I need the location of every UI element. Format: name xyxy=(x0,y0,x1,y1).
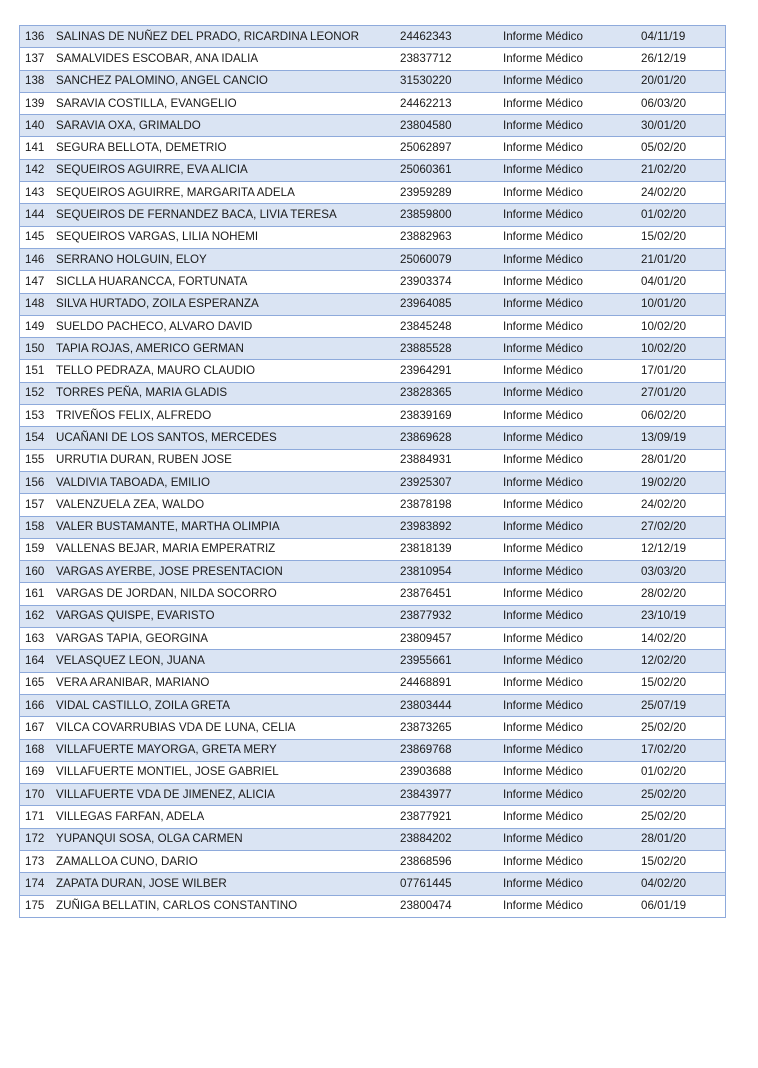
patient-name: SAMALVIDES ESCOBAR, ANA IDALIA xyxy=(56,48,400,70)
document-number: 23845248 xyxy=(400,315,503,337)
row-number: 169 xyxy=(20,761,57,783)
patient-name: TRIVEÑOS FELIX, ALFREDO xyxy=(56,405,400,427)
report-date: 01/02/20 xyxy=(641,761,726,783)
report-type: Informe Médico xyxy=(503,92,641,114)
report-type: Informe Médico xyxy=(503,471,641,493)
document-number: 23903374 xyxy=(400,271,503,293)
patient-name: VILLAFUERTE VDA DE JIMENEZ, ALICIA xyxy=(56,784,400,806)
patient-name: SUELDO PACHECO, ALVARO DAVID xyxy=(56,315,400,337)
document-number: 23868596 xyxy=(400,850,503,872)
table-row xyxy=(20,427,726,449)
table-row xyxy=(20,694,726,716)
document-number: 23818139 xyxy=(400,538,503,560)
report-type: Informe Médico xyxy=(503,226,641,248)
report-date: 04/01/20 xyxy=(641,271,726,293)
document-number: 23903688 xyxy=(400,761,503,783)
patient-name: VARGAS DE JORDAN, NILDA SOCORRO xyxy=(56,583,400,605)
row-number: 144 xyxy=(20,204,57,226)
report-type: Informe Médico xyxy=(503,248,641,270)
row-number: 160 xyxy=(20,561,57,583)
table-row xyxy=(20,895,726,917)
document-number: 23882963 xyxy=(400,226,503,248)
report-date: 21/01/20 xyxy=(641,248,726,270)
report-type: Informe Médico xyxy=(503,850,641,872)
patient-name: SILVA HURTADO, ZOILA ESPERANZA xyxy=(56,293,400,315)
row-number: 167 xyxy=(20,717,57,739)
report-type: Informe Médico xyxy=(503,650,641,672)
table-row xyxy=(20,538,726,560)
report-type: Informe Médico xyxy=(503,694,641,716)
patient-name: VARGAS QUISPE, EVARISTO xyxy=(56,605,400,627)
patient-name: VARGAS AYERBE, JOSE PRESENTACION xyxy=(56,561,400,583)
report-date: 28/01/20 xyxy=(641,449,726,471)
patient-name: SERRANO HOLGUIN, ELOY xyxy=(56,248,400,270)
document-number: 23964085 xyxy=(400,293,503,315)
row-number: 146 xyxy=(20,248,57,270)
document-number: 23955661 xyxy=(400,650,503,672)
report-type: Informe Médico xyxy=(503,427,641,449)
report-date: 15/02/20 xyxy=(641,672,726,694)
report-type: Informe Médico xyxy=(503,628,641,650)
patient-name: SEQUEIROS VARGAS, LILIA NOHEMI xyxy=(56,226,400,248)
table-row xyxy=(20,271,726,293)
row-number: 162 xyxy=(20,605,57,627)
patient-name: TAPIA ROJAS, AMERICO GERMAN xyxy=(56,338,400,360)
patient-name: SALINAS DE NUÑEZ DEL PRADO, RICARDINA LEONOR xyxy=(56,26,400,48)
report-date: 25/02/20 xyxy=(641,717,726,739)
table-row xyxy=(20,315,726,337)
row-number: 143 xyxy=(20,182,57,204)
table-row xyxy=(20,628,726,650)
row-number: 136 xyxy=(20,26,57,48)
patient-name: SEQUEIROS AGUIRRE, MARGARITA ADELA xyxy=(56,182,400,204)
document-number: 23859800 xyxy=(400,204,503,226)
document-number: 23800474 xyxy=(400,895,503,917)
report-date: 10/02/20 xyxy=(641,338,726,360)
patient-name: SEQUEIROS DE FERNANDEZ BACA, LIVIA TERESA xyxy=(56,204,400,226)
document-number: 24462213 xyxy=(400,92,503,114)
records-table-body xyxy=(20,26,726,918)
report-type: Informe Médico xyxy=(503,449,641,471)
row-number: 150 xyxy=(20,338,57,360)
row-number: 170 xyxy=(20,784,57,806)
report-type: Informe Médico xyxy=(503,159,641,181)
row-number: 145 xyxy=(20,226,57,248)
patient-name: VIDAL CASTILLO, ZOILA GRETA xyxy=(56,694,400,716)
report-date: 28/01/20 xyxy=(641,828,726,850)
report-date: 12/12/19 xyxy=(641,538,726,560)
report-date: 25/02/20 xyxy=(641,784,726,806)
report-type: Informe Médico xyxy=(503,739,641,761)
row-number: 153 xyxy=(20,405,57,427)
document-number: 31530220 xyxy=(400,70,503,92)
row-number: 174 xyxy=(20,873,57,895)
row-number: 138 xyxy=(20,70,57,92)
table-row xyxy=(20,717,726,739)
table-row xyxy=(20,248,726,270)
table-row xyxy=(20,382,726,404)
document-number: 23884931 xyxy=(400,449,503,471)
row-number: 166 xyxy=(20,694,57,716)
table-row xyxy=(20,449,726,471)
patient-name: VILCA COVARRUBIAS VDA DE LUNA, CELIA xyxy=(56,717,400,739)
report-type: Informe Médico xyxy=(503,315,641,337)
table-row xyxy=(20,494,726,516)
table-row xyxy=(20,92,726,114)
table-row xyxy=(20,583,726,605)
report-type: Informe Médico xyxy=(503,895,641,917)
document-number: 23809457 xyxy=(400,628,503,650)
patient-name: YUPANQUI SOSA, OLGA CARMEN xyxy=(56,828,400,850)
report-date: 26/12/19 xyxy=(641,48,726,70)
document-number: 25060079 xyxy=(400,248,503,270)
report-type: Informe Médico xyxy=(503,26,641,48)
report-date: 06/02/20 xyxy=(641,405,726,427)
table-row xyxy=(20,115,726,137)
report-date: 15/02/20 xyxy=(641,850,726,872)
report-date: 12/02/20 xyxy=(641,650,726,672)
patient-name: URRUTIA DURAN, RUBEN JOSE xyxy=(56,449,400,471)
row-number: 139 xyxy=(20,92,57,114)
report-type: Informe Médico xyxy=(503,761,641,783)
document-number: 23804580 xyxy=(400,115,503,137)
table-row xyxy=(20,739,726,761)
row-number: 137 xyxy=(20,48,57,70)
patient-name: SARAVIA COSTILLA, EVANGELIO xyxy=(56,92,400,114)
table-row xyxy=(20,360,726,382)
report-type: Informe Médico xyxy=(503,182,641,204)
table-row xyxy=(20,293,726,315)
report-type: Informe Médico xyxy=(503,806,641,828)
row-number: 151 xyxy=(20,360,57,382)
report-type: Informe Médico xyxy=(503,405,641,427)
report-date: 23/10/19 xyxy=(641,605,726,627)
report-date: 25/02/20 xyxy=(641,806,726,828)
patient-name: TORRES PEÑA, MARIA GLADIS xyxy=(56,382,400,404)
row-number: 156 xyxy=(20,471,57,493)
document-number: 23837712 xyxy=(400,48,503,70)
row-number: 158 xyxy=(20,516,57,538)
report-date: 28/02/20 xyxy=(641,583,726,605)
report-date: 01/02/20 xyxy=(641,204,726,226)
table-row xyxy=(20,338,726,360)
table-row xyxy=(20,761,726,783)
patient-name: SEGURA BELLOTA, DEMETRIO xyxy=(56,137,400,159)
report-date: 06/01/19 xyxy=(641,895,726,917)
document-number: 25060361 xyxy=(400,159,503,181)
patient-name: VERA ARANIBAR, MARIANO xyxy=(56,672,400,694)
report-type: Informe Médico xyxy=(503,538,641,560)
report-type: Informe Médico xyxy=(503,583,641,605)
row-number: 175 xyxy=(20,895,57,917)
row-number: 154 xyxy=(20,427,57,449)
document-number: 24468891 xyxy=(400,672,503,694)
document-number: 24462343 xyxy=(400,26,503,48)
table-row xyxy=(20,650,726,672)
row-number: 142 xyxy=(20,159,57,181)
report-date: 25/07/19 xyxy=(641,694,726,716)
patient-name: VELASQUEZ LEON, JUANA xyxy=(56,650,400,672)
table-row xyxy=(20,70,726,92)
report-type: Informe Médico xyxy=(503,717,641,739)
report-date: 10/02/20 xyxy=(641,315,726,337)
row-number: 165 xyxy=(20,672,57,694)
patient-name: VILLAFUERTE MAYORGA, GRETA MERY xyxy=(56,739,400,761)
table-row xyxy=(20,605,726,627)
row-number: 161 xyxy=(20,583,57,605)
row-number: 172 xyxy=(20,828,57,850)
patient-name: ZUÑIGA BELLATIN, CARLOS CONSTANTINO xyxy=(56,895,400,917)
row-number: 171 xyxy=(20,806,57,828)
report-date: 24/02/20 xyxy=(641,494,726,516)
report-date: 17/01/20 xyxy=(641,360,726,382)
report-type: Informe Médico xyxy=(503,561,641,583)
document-number: 23884202 xyxy=(400,828,503,850)
report-type: Informe Médico xyxy=(503,137,641,159)
document-number: 23803444 xyxy=(400,694,503,716)
report-type: Informe Médico xyxy=(503,360,641,382)
document-number: 23885528 xyxy=(400,338,503,360)
table-row xyxy=(20,873,726,895)
patient-name: ZAMALLOA CUNO, DARIO xyxy=(56,850,400,872)
report-type: Informe Médico xyxy=(503,516,641,538)
patient-name: VALDIVIA TABOADA, EMILIO xyxy=(56,471,400,493)
report-type: Informe Médico xyxy=(503,338,641,360)
patient-name: UCAÑANI DE LOS SANTOS, MERCEDES xyxy=(56,427,400,449)
report-date: 04/11/19 xyxy=(641,26,726,48)
document-number: 23843977 xyxy=(400,784,503,806)
table-row xyxy=(20,516,726,538)
report-type: Informe Médico xyxy=(503,605,641,627)
table-row xyxy=(20,828,726,850)
document-number: 23964291 xyxy=(400,360,503,382)
report-type: Informe Médico xyxy=(503,48,641,70)
document-number: 23878198 xyxy=(400,494,503,516)
table-row xyxy=(20,672,726,694)
row-number: 152 xyxy=(20,382,57,404)
report-type: Informe Médico xyxy=(503,873,641,895)
report-date: 27/02/20 xyxy=(641,516,726,538)
report-date: 17/02/20 xyxy=(641,739,726,761)
report-type: Informe Médico xyxy=(503,828,641,850)
report-type: Informe Médico xyxy=(503,115,641,137)
patient-name: ZAPATA DURAN, JOSE WILBER xyxy=(56,873,400,895)
document-number: 23869628 xyxy=(400,427,503,449)
report-type: Informe Médico xyxy=(503,494,641,516)
patient-name: VARGAS TAPIA, GEORGINA xyxy=(56,628,400,650)
row-number: 157 xyxy=(20,494,57,516)
row-number: 155 xyxy=(20,449,57,471)
patient-name: SICLLA HUARANCCA, FORTUNATA xyxy=(56,271,400,293)
table-row xyxy=(20,405,726,427)
document-number: 23877921 xyxy=(400,806,503,828)
table-row xyxy=(20,226,726,248)
table-row xyxy=(20,48,726,70)
patient-name: VILLAFUERTE MONTIEL, JOSE GABRIEL xyxy=(56,761,400,783)
document-number: 23828365 xyxy=(400,382,503,404)
report-date: 13/09/19 xyxy=(641,427,726,449)
document-number: 23869768 xyxy=(400,739,503,761)
patient-name: SARAVIA OXA, GRIMALDO xyxy=(56,115,400,137)
report-type: Informe Médico xyxy=(503,784,641,806)
document-number: 23983892 xyxy=(400,516,503,538)
report-date: 05/02/20 xyxy=(641,137,726,159)
report-type: Informe Médico xyxy=(503,672,641,694)
document-number: 23959289 xyxy=(400,182,503,204)
records-sheet xyxy=(19,25,719,918)
table-row xyxy=(20,204,726,226)
row-number: 159 xyxy=(20,538,57,560)
document-number: 23873265 xyxy=(400,717,503,739)
table-row xyxy=(20,784,726,806)
row-number: 148 xyxy=(20,293,57,315)
document-number: 23839169 xyxy=(400,405,503,427)
report-date: 15/02/20 xyxy=(641,226,726,248)
table-row xyxy=(20,182,726,204)
report-date: 20/01/20 xyxy=(641,70,726,92)
document-number: 07761445 xyxy=(400,873,503,895)
table-row xyxy=(20,137,726,159)
report-date: 27/01/20 xyxy=(641,382,726,404)
report-date: 10/01/20 xyxy=(641,293,726,315)
report-date: 04/02/20 xyxy=(641,873,726,895)
table-row xyxy=(20,26,726,48)
report-date: 24/02/20 xyxy=(641,182,726,204)
table-row xyxy=(20,561,726,583)
table-row xyxy=(20,471,726,493)
document-number: 25062897 xyxy=(400,137,503,159)
row-number: 163 xyxy=(20,628,57,650)
table-row xyxy=(20,806,726,828)
report-date: 19/02/20 xyxy=(641,471,726,493)
patient-name: SEQUEIROS AGUIRRE, EVA ALICIA xyxy=(56,159,400,181)
report-type: Informe Médico xyxy=(503,271,641,293)
records-table xyxy=(19,25,726,918)
row-number: 168 xyxy=(20,739,57,761)
patient-name: SANCHEZ PALOMINO, ANGEL CANCIO xyxy=(56,70,400,92)
report-type: Informe Médico xyxy=(503,204,641,226)
patient-name: VILLEGAS FARFAN, ADELA xyxy=(56,806,400,828)
table-row xyxy=(20,159,726,181)
report-date: 06/03/20 xyxy=(641,92,726,114)
row-number: 147 xyxy=(20,271,57,293)
document-number: 23876451 xyxy=(400,583,503,605)
report-type: Informe Médico xyxy=(503,70,641,92)
patient-name: VALLENAS BEJAR, MARIA EMPERATRIZ xyxy=(56,538,400,560)
document-number: 23925307 xyxy=(400,471,503,493)
report-date: 21/02/20 xyxy=(641,159,726,181)
row-number: 141 xyxy=(20,137,57,159)
document-number: 23810954 xyxy=(400,561,503,583)
report-date: 30/01/20 xyxy=(641,115,726,137)
row-number: 173 xyxy=(20,850,57,872)
document-number: 23877932 xyxy=(400,605,503,627)
report-type: Informe Médico xyxy=(503,293,641,315)
row-number: 164 xyxy=(20,650,57,672)
row-number: 149 xyxy=(20,315,57,337)
patient-name: VALENZUELA ZEA, WALDO xyxy=(56,494,400,516)
patient-name: TELLO PEDRAZA, MAURO CLAUDIO xyxy=(56,360,400,382)
row-number: 140 xyxy=(20,115,57,137)
report-date: 03/03/20 xyxy=(641,561,726,583)
report-date: 14/02/20 xyxy=(641,628,726,650)
table-row xyxy=(20,850,726,872)
report-type: Informe Médico xyxy=(503,382,641,404)
patient-name: VALER BUSTAMANTE, MARTHA OLIMPIA xyxy=(56,516,400,538)
